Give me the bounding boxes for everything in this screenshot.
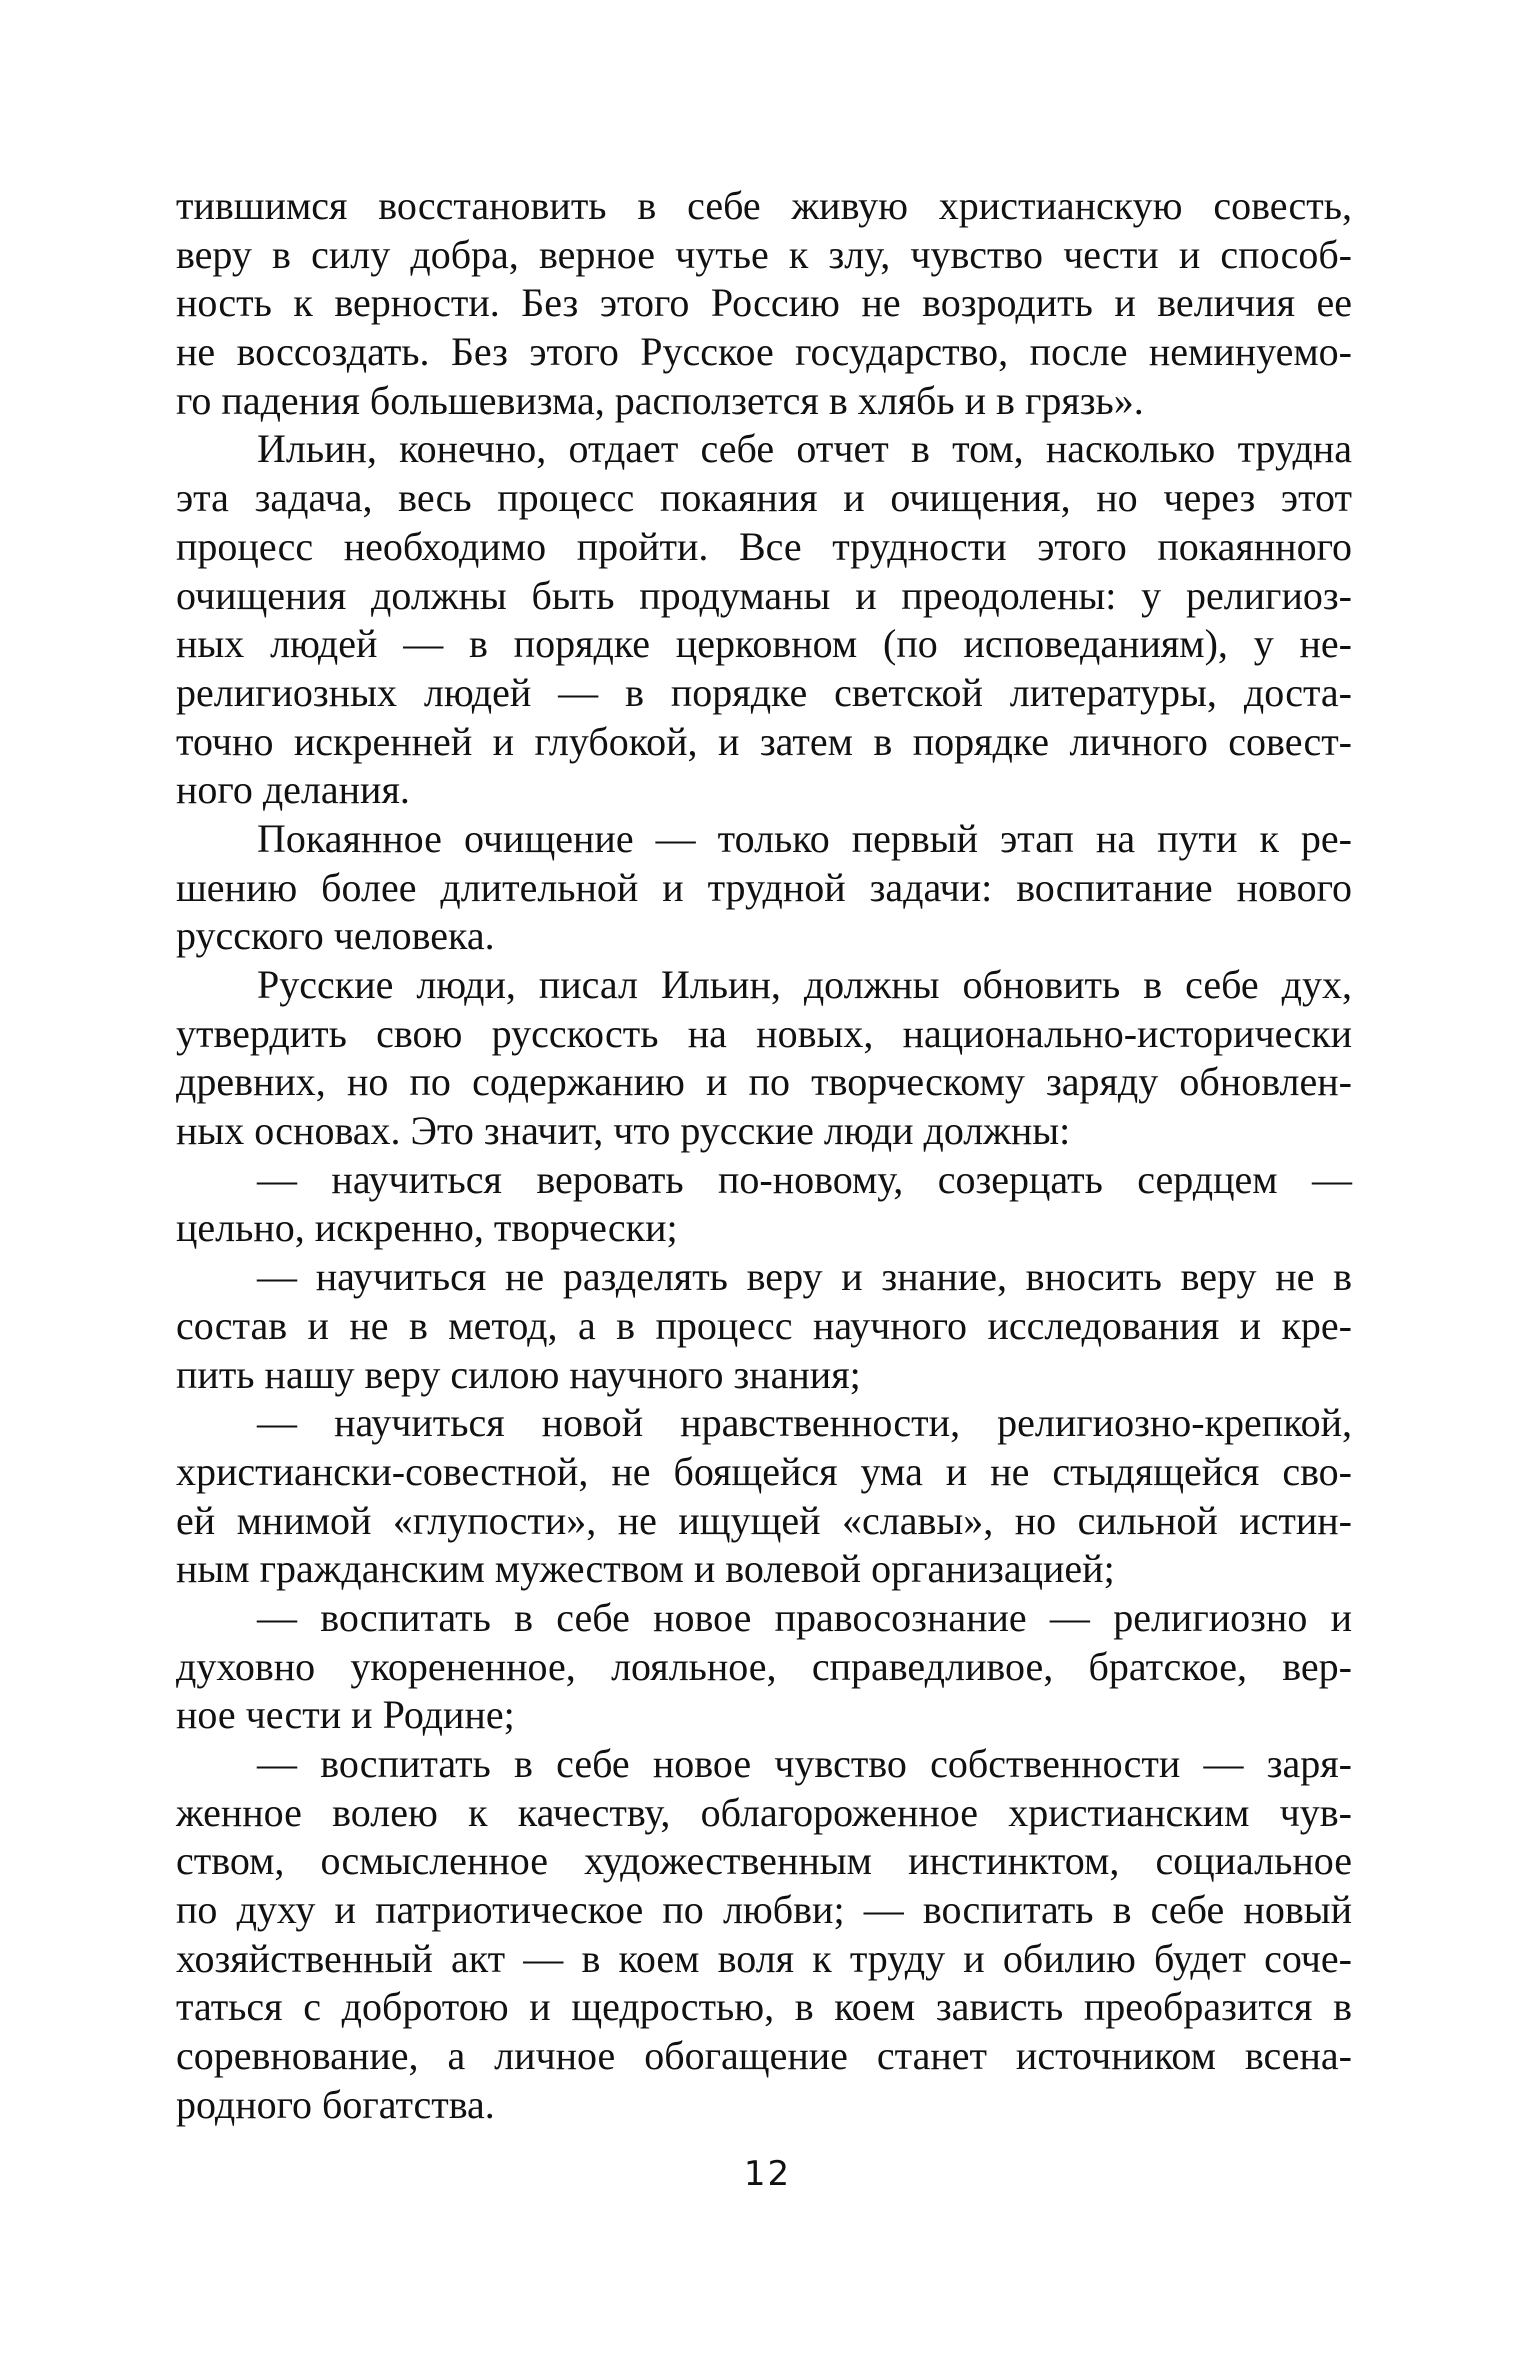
text-line: христиански-совестной, не боящейся ума и не стыдящейся сво- — [176, 1448, 1352, 1494]
text-line: ным гражданским мужеством и волевой организацией; — [176, 1546, 1115, 1592]
text-line: ных людей — в порядке церковном (по исповеданиям), у не- — [176, 621, 1352, 667]
text-line: тившимся восстановить в себе живую христианскую совесть, — [176, 183, 1352, 228]
text-line: женное волею к качеству, облагороженное христианским чув- — [176, 1789, 1352, 1835]
text-line: русского человека. — [176, 913, 495, 959]
body-text — [176, 182, 1352, 2130]
text-line: по духу и патриотическое по любви; — воспитать в себе новый — [176, 1887, 1352, 1933]
text-line: — научиться веровать по-новому, созерцать сердцем — — [257, 1156, 1352, 1202]
page-number: 12 — [743, 2154, 792, 2194]
text-line: хозяйственный акт — в коем воля к труду и обилию будет соче- — [176, 1935, 1352, 1981]
text-line: пить нашу веру силою научного знания; — [176, 1351, 861, 1397]
text-line: ных основах. Это значит, что русские люди должны: — [176, 1108, 1071, 1154]
text-line: Ильин, конечно, отдает себе отчет в том, насколько трудна — [257, 426, 1352, 472]
text-line: ность к верности. Без этого Россию не возродить и величия ее — [176, 280, 1352, 326]
text-line: ное чести и Родине; — [176, 1692, 515, 1738]
text-line: веру в силу добра, верное чутье к злу, чувство чести и способ- — [176, 231, 1352, 277]
text-line: Русские люди, писал Ильин, должны обновить в себе дух, — [257, 962, 1352, 1007]
text-line: таться с добротою и щедростью, в коем зависть преобразится в — [176, 1984, 1352, 2030]
text-line: процесс необходимо пройти. Все трудности этого покаянного — [176, 523, 1352, 569]
text-line: очищения должны быть продуманы и преодолены: у религиоз- — [176, 572, 1352, 618]
text-line: цельно, искренно, творчески; — [176, 1205, 678, 1251]
text-line: шению более длительной и трудной задачи: воспитание нового — [176, 864, 1352, 910]
text-line: состав и не в метод, а в процесс научного исследования и кре- — [176, 1302, 1352, 1348]
text-line: — научиться новой нравственности, религиозно-крепкой, — [257, 1400, 1352, 1446]
text-line: — воспитать в себе новое правосознание — религиозно и — [257, 1594, 1352, 1640]
text-line: древних, но по содержанию и по творческому заряду обновлен- — [176, 1059, 1352, 1105]
text-line: утвердить свою русскость на новых, национально-исторически — [176, 1010, 1352, 1056]
text-line: — воспитать в себе новое чувство собственности — заря- — [257, 1741, 1352, 1786]
text-line: ей мнимой «глупости», не ищущей «славы», но сильной истин- — [176, 1497, 1352, 1543]
text-line: — научиться не разделять веру и знание, вносить веру не в — [257, 1254, 1352, 1300]
text-line: Покаянное очищение — только первый этап на пути к ре- — [257, 815, 1352, 861]
text-line: ного делания. — [176, 767, 410, 813]
text-line: ством, осмысленное художественным инстинктом, социальное — [176, 1838, 1352, 1884]
text-line: религиозных людей — в порядке светской литературы, доста- — [176, 669, 1352, 715]
text-line: духовно укорененное, лояльное, справедливое, братское, вер- — [176, 1643, 1352, 1689]
text-line: го падения большевизма, расползется в хлябь и в грязь». — [176, 377, 1144, 423]
text-line: точно искренней и глубокой, и затем в порядке личного совест- — [176, 718, 1352, 764]
text-line: не воссоздать. Без этого Русское государство, после неминуемо- — [176, 329, 1352, 375]
text-line: эта задача, весь процесс покаяния и очищения, но через этот — [176, 475, 1352, 521]
text-line: соревнование, а личное обогащение станет источником всена- — [176, 2033, 1352, 2079]
text-line: родного богатства. — [176, 2081, 495, 2127]
